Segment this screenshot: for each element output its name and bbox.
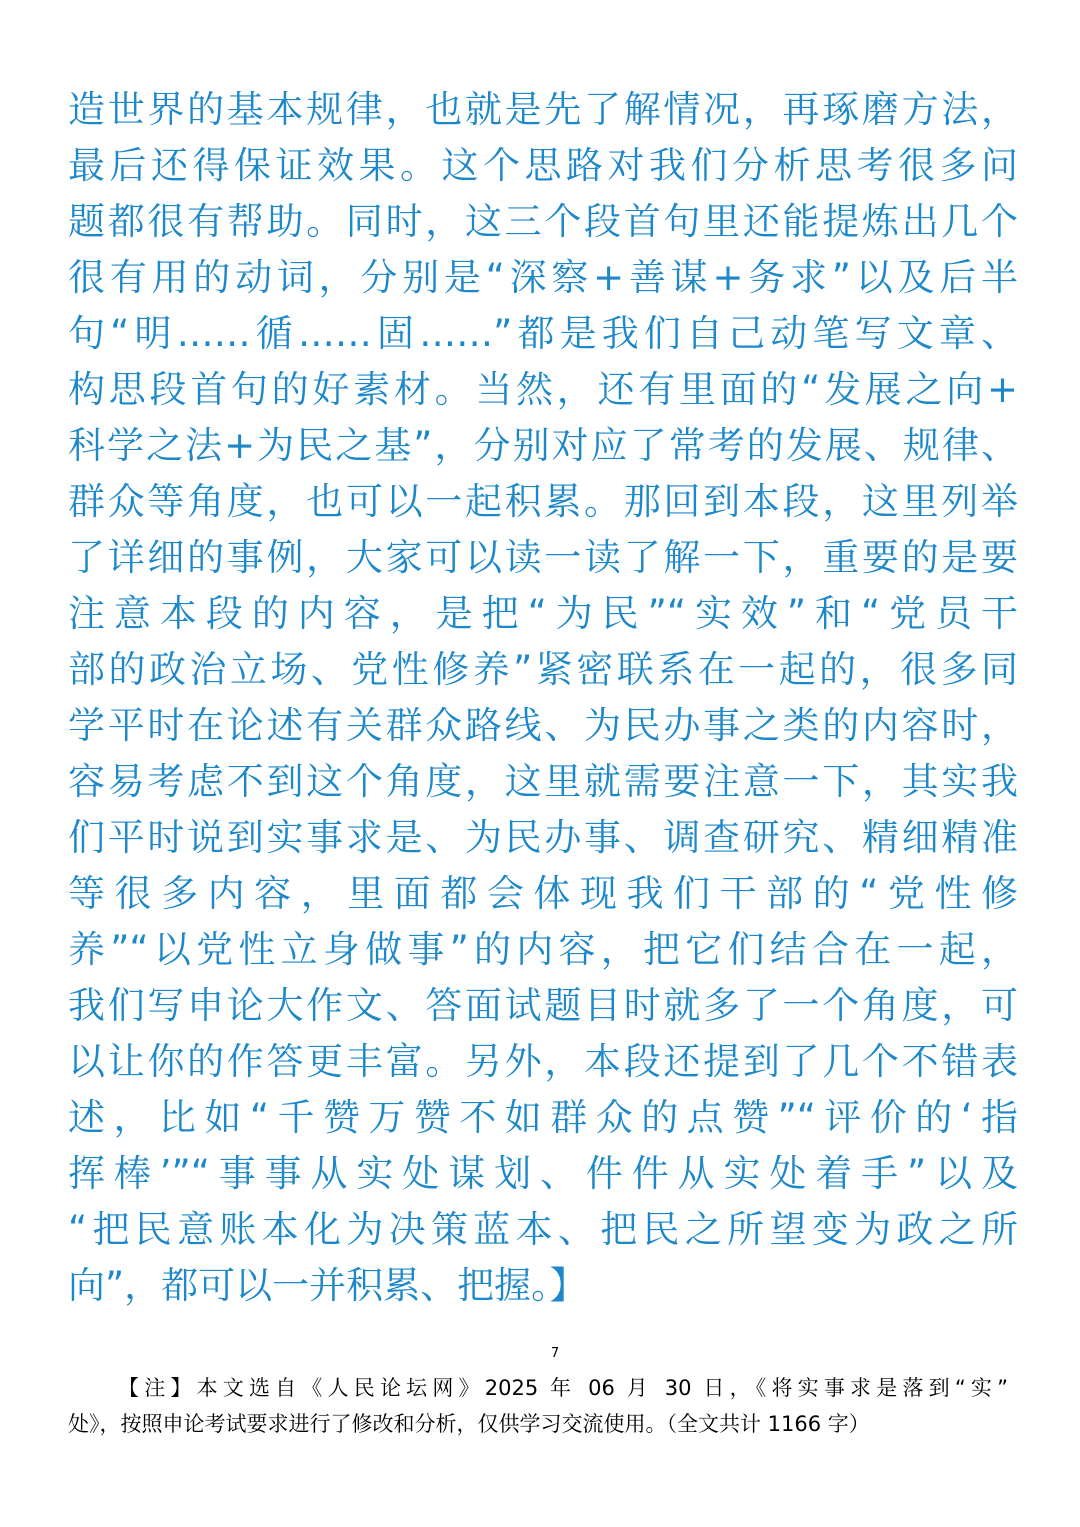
paragraph-line-last: 向”，都可以一并积累、把握。】 — [68, 1264, 587, 1307]
paragraph-line: “把民意账本化为决策蓝本、把民之所望变为政之所 — [68, 1208, 1018, 1251]
paragraph-line: 了详细的事例，大家可以读一读了解一下，重要的是要 — [68, 536, 1018, 579]
paragraph-line: 等很多内容，里面都会体现我们干部的“党性修 — [68, 872, 1018, 915]
source-note — [68, 1370, 1008, 1442]
paragraph-line: 句“明……循……固……”都是我们自己动笔写文章、 — [68, 312, 1018, 355]
paragraph-line: 述，比如“千赞万赞不如群众的点赞”“评价的‘指 — [68, 1096, 1018, 1139]
paragraph-line: 容易考虑不到这个角度，这里就需要注意一下，其实我 — [68, 760, 1018, 803]
paragraph-line: 部的政治立场、党性修养”紧密联系在一起的，很多同 — [68, 648, 1018, 691]
paragraph-line: 题都很有帮助。同时，这三个段首句里还能提炼出几个 — [68, 200, 1018, 243]
paragraph-line: 科学之法+为民之基”，分别对应了常考的发展、规律、 — [68, 424, 1018, 467]
note-line-1: 【注】本文选自《人民论坛网》2025 年 06 月 30 日，《将实事求是落到“实” — [118, 1376, 1008, 1400]
paragraph-line: 群众等角度，也可以一起积累。那回到本段，这里列举 — [68, 480, 1018, 523]
paragraph-line: 们平时说到实事求是、为民办事、调查研究、精细精准 — [68, 816, 1018, 859]
paragraph-line: 以让你的作答更丰富。另外，本段还提到了几个不错表 — [68, 1040, 1018, 1083]
paragraph-line: 我们写申论大作文、答面试题目时就多了一个角度，可 — [68, 984, 1018, 1027]
paragraph-line: 最后还得保证效果。这个思路对我们分析思考很多问 — [68, 144, 1018, 187]
page-number: 7 — [550, 1346, 560, 1361]
paragraph-line: 学平时在论述有关群众路线、为民办事之类的内容时， — [68, 704, 1018, 747]
paragraph-line: 注意本段的内容，是把“为民”“实效”和“党员干 — [68, 592, 1018, 635]
paragraph-line: 构思段首句的好素材。当然，还有里面的“发展之向+ — [68, 368, 1018, 411]
note-line-2: 处》，按照申论考试要求进行了修改和分析，仅供学习交流使用。（全文共计 1166 字） — [68, 1412, 870, 1436]
analysis-paragraph — [68, 82, 1018, 1314]
paragraph-line: 挥棒’”“事事从实处谋划、件件从实处着手”以及 — [68, 1152, 1018, 1195]
paragraph-line: 很有用的动词，分别是“深察+善谋+务求”以及后半 — [68, 256, 1018, 299]
paragraph-line: 养”“以党性立身做事”的内容，把它们结合在一起， — [68, 928, 1018, 971]
paragraph-line: 造世界的基本规律，也就是先了解情况，再琢磨方法， — [68, 88, 1018, 131]
